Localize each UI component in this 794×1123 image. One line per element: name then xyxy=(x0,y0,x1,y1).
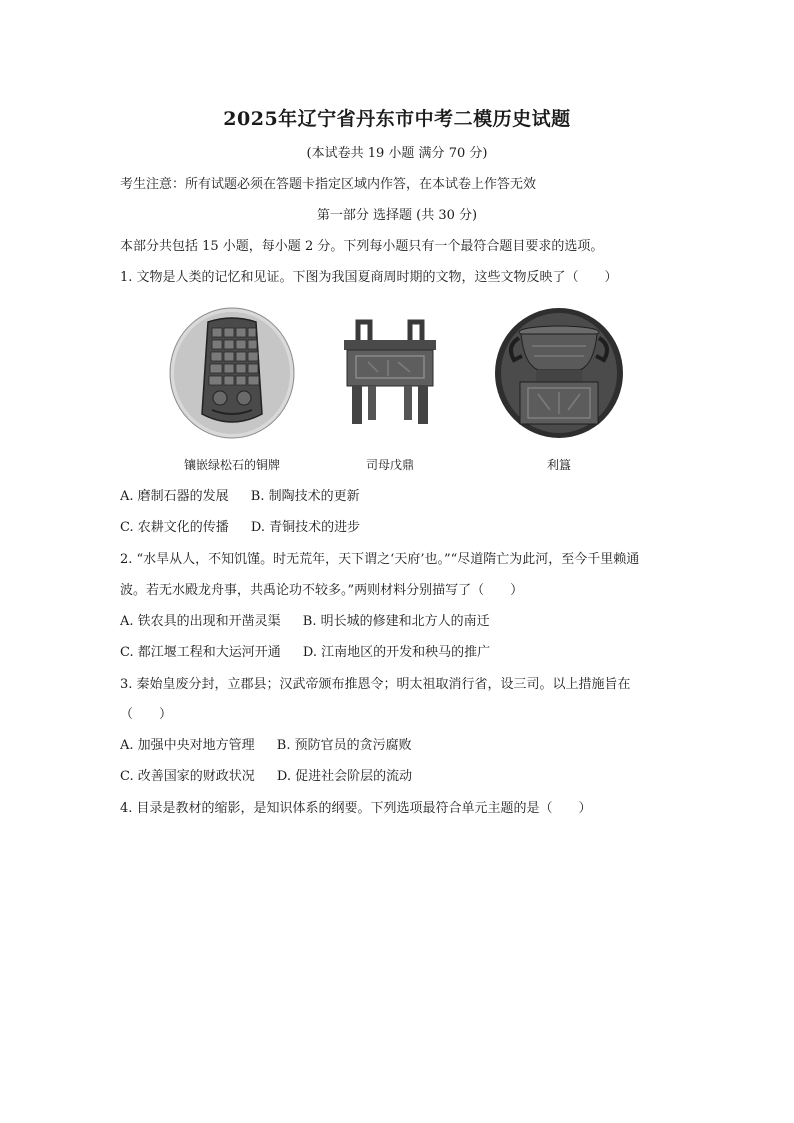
option-d[interactable]: D. 青铜技术的进步 xyxy=(250,520,361,535)
exam-notice: 考生注意：所有试题必须在答题卡指定区域内作答，在本试卷上作答无效 xyxy=(120,177,537,192)
exam-subtitle: (本试卷共 19 小题 满分 70 分) xyxy=(306,146,488,161)
question-1-stem: 1. 文物是人类的记忆和见证。下图为我国夏商周时期的文物，这些文物反映了（ ） xyxy=(120,270,618,285)
question-3-stem-line-1: 3. 秦始皇废分封，立郡县；汉武帝颁布推恩令；明太祖取消行省，设三司。以上措施旨在 xyxy=(120,677,631,692)
option-b[interactable]: B. 明长城的修建和北方人的南迁 xyxy=(302,614,490,629)
figure-caption-plaque: 镶嵌绿松石的铜牌 xyxy=(183,458,280,472)
part-intro: 本部分共包括 15 小题，每小题 2 分。下列每小题只有一个最符合题目要求的选项。 xyxy=(120,239,604,254)
exam-title: 2025年辽宁省丹东市中考二模历史试题 xyxy=(223,108,571,130)
question-2-options-row-1 xyxy=(120,613,490,631)
option-d[interactable]: D. 江南地区的开发和秧马的推广 xyxy=(302,645,491,660)
option-a[interactable]: A. 加强中央对地方管理 xyxy=(120,738,255,753)
question-3-stem-line-2: （ ） xyxy=(120,707,173,722)
question-3-options-row-2 xyxy=(120,768,412,786)
question-1-options-row-1 xyxy=(120,488,360,506)
option-d[interactable]: D. 促进社会阶层的流动 xyxy=(276,769,413,784)
bronze-ding-photo xyxy=(338,318,442,428)
option-b[interactable]: B. 制陶技术的更新 xyxy=(250,489,360,504)
question-4-stem: 4. 目录是教材的缩影，是知识体系的纲要。下列选项最符合单元主题的是（ ） xyxy=(120,801,592,816)
option-c[interactable]: C. 都江堰工程和大运河开通 xyxy=(120,645,281,660)
bronze-plaque-photo xyxy=(168,306,296,440)
question-2-stem-line-1: 2. “水旱从人，不知饥馑。时无荒年，天下谓之‘天府’也。”“尽道隋亡为此河，至今千里赖通 xyxy=(120,552,640,567)
question-2-options-row-2 xyxy=(120,644,490,662)
option-c[interactable]: C. 改善国家的财政状况 xyxy=(120,769,255,784)
part-heading: 第一部分 选择题 (共 30 分) xyxy=(316,208,478,223)
question-3-options-row-1 xyxy=(120,737,412,755)
question-1-options-row-2 xyxy=(120,519,360,537)
figure-caption-gui: 利簋 xyxy=(546,458,571,472)
option-c[interactable]: C. 农耕文化的传播 xyxy=(120,520,229,535)
option-b[interactable]: B. 预防官员的贪污腐败 xyxy=(276,738,412,753)
bronze-gui-photo xyxy=(494,306,624,440)
figure-caption-ding: 司母戊鼎 xyxy=(365,458,414,472)
question-2-stem-line-2: 波。若无水殿龙舟事，共禹论功不较多。”两则材料分别描写了（ ） xyxy=(120,583,524,598)
option-a[interactable]: A. 铁农具的出现和开凿灵渠 xyxy=(120,614,281,629)
option-a[interactable]: A. 磨制石器的发展 xyxy=(120,489,229,504)
